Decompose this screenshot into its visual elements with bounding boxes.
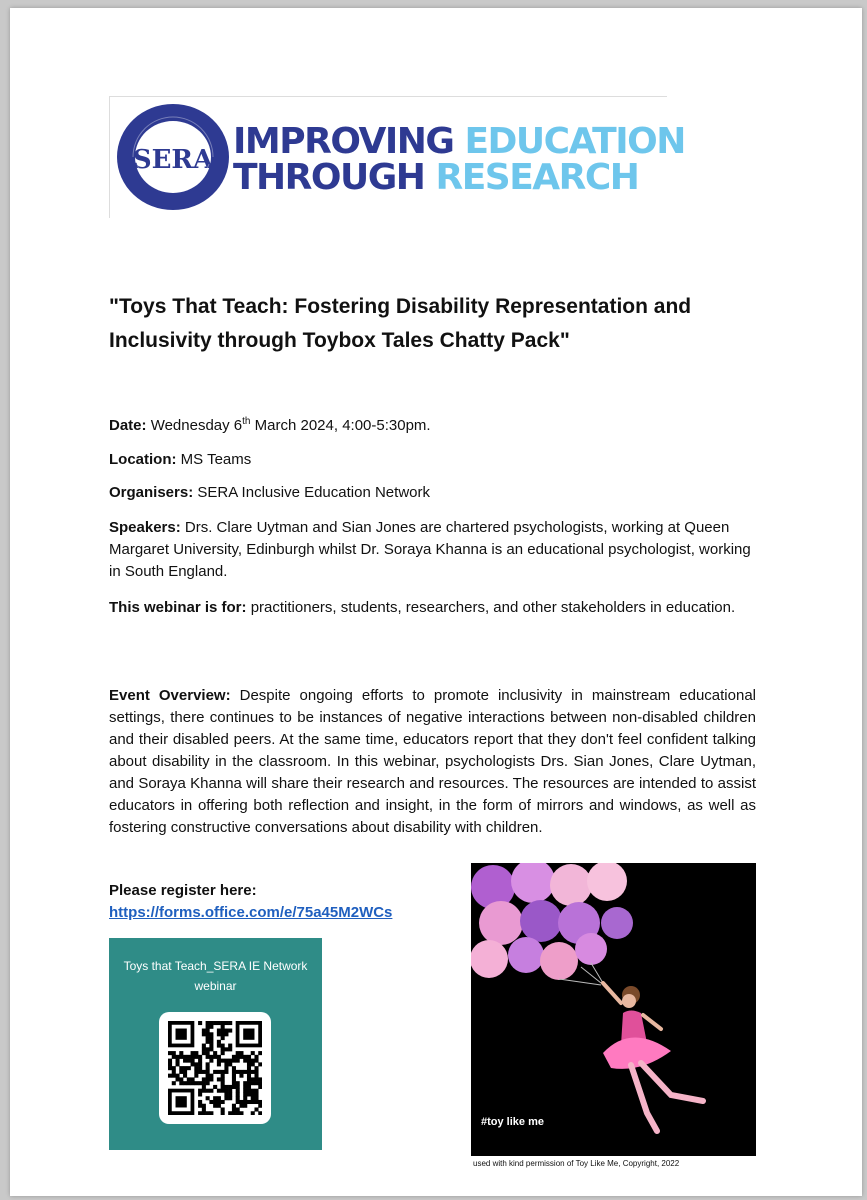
- logo-line-2: THROUGH RESEARCH: [233, 157, 639, 198]
- toy-like-me-watermark: #toy like me: [481, 1116, 544, 1128]
- registration-link[interactable]: https://forms.office.com/e/75a45M2WCs: [109, 904, 393, 921]
- audience-paragraph: This webinar is for: practitioners, students, researchers, and other stakeholders in education.: [109, 599, 736, 616]
- ballerina-photo: [471, 863, 756, 1156]
- register-heading: Please register here:: [109, 882, 257, 899]
- ballerina-balloons-image: [471, 863, 756, 1156]
- document-page: [10, 8, 862, 1196]
- sera-logo: [109, 96, 685, 218]
- event-title: "Toys That Teach: Fostering Disability Representation and Inclusivity through Toybox Tales Chatty Pack": [109, 295, 692, 352]
- qr-card: [109, 938, 322, 1150]
- sera-seal-icon: [115, 102, 231, 212]
- logo-top-border: [109, 96, 667, 97]
- qr-code-icon: [168, 1021, 262, 1115]
- organisers-line: Organisers: SERA Inclusive Education Network: [109, 484, 430, 501]
- event-overview: Event Overview: Despite ongoing efforts to promote inclusivity in mainstream educational settings, there continues to be instances of negative interactions between non-disabled children and their disabled peers. At the same time, educators report that they don't feel confident talking about disability in the classroom. In this webinar, psychologists Drs. Sian Jones, Clare Uytman, and Soraya Khanna will share their research and resources. The resources are intended to assist educators in offering both reflection and insight, in the form of mirrors and windows, as well as fostering constructive conversations about disability with children.: [109, 687, 756, 836]
- location-line: Location: MS Teams: [109, 451, 252, 468]
- date-line: Date: Wednesday 6th March 2024, 4:00-5:30pm.: [109, 416, 431, 434]
- logo-left-border: [109, 96, 110, 218]
- svg-text:SERA: SERA: [132, 145, 214, 175]
- photo-caption: used with kind permission of Toy Like Me, Copyright, 2022: [473, 1159, 680, 1168]
- qr-code[interactable]: [159, 1012, 271, 1124]
- speakers-paragraph: Speakers: Drs. Clare Uytman and Sian Jones are chartered psychologists, working at Queen Margaret University, Edinburgh whilst Dr. Soraya Khanna is an educational psychologist, working in South England.: [109, 519, 751, 580]
- logo-line-1: IMPROVING EDUCATION: [233, 121, 685, 162]
- qr-card-title: Toys that Teach_SERA IE Network webinar: [123, 959, 308, 993]
